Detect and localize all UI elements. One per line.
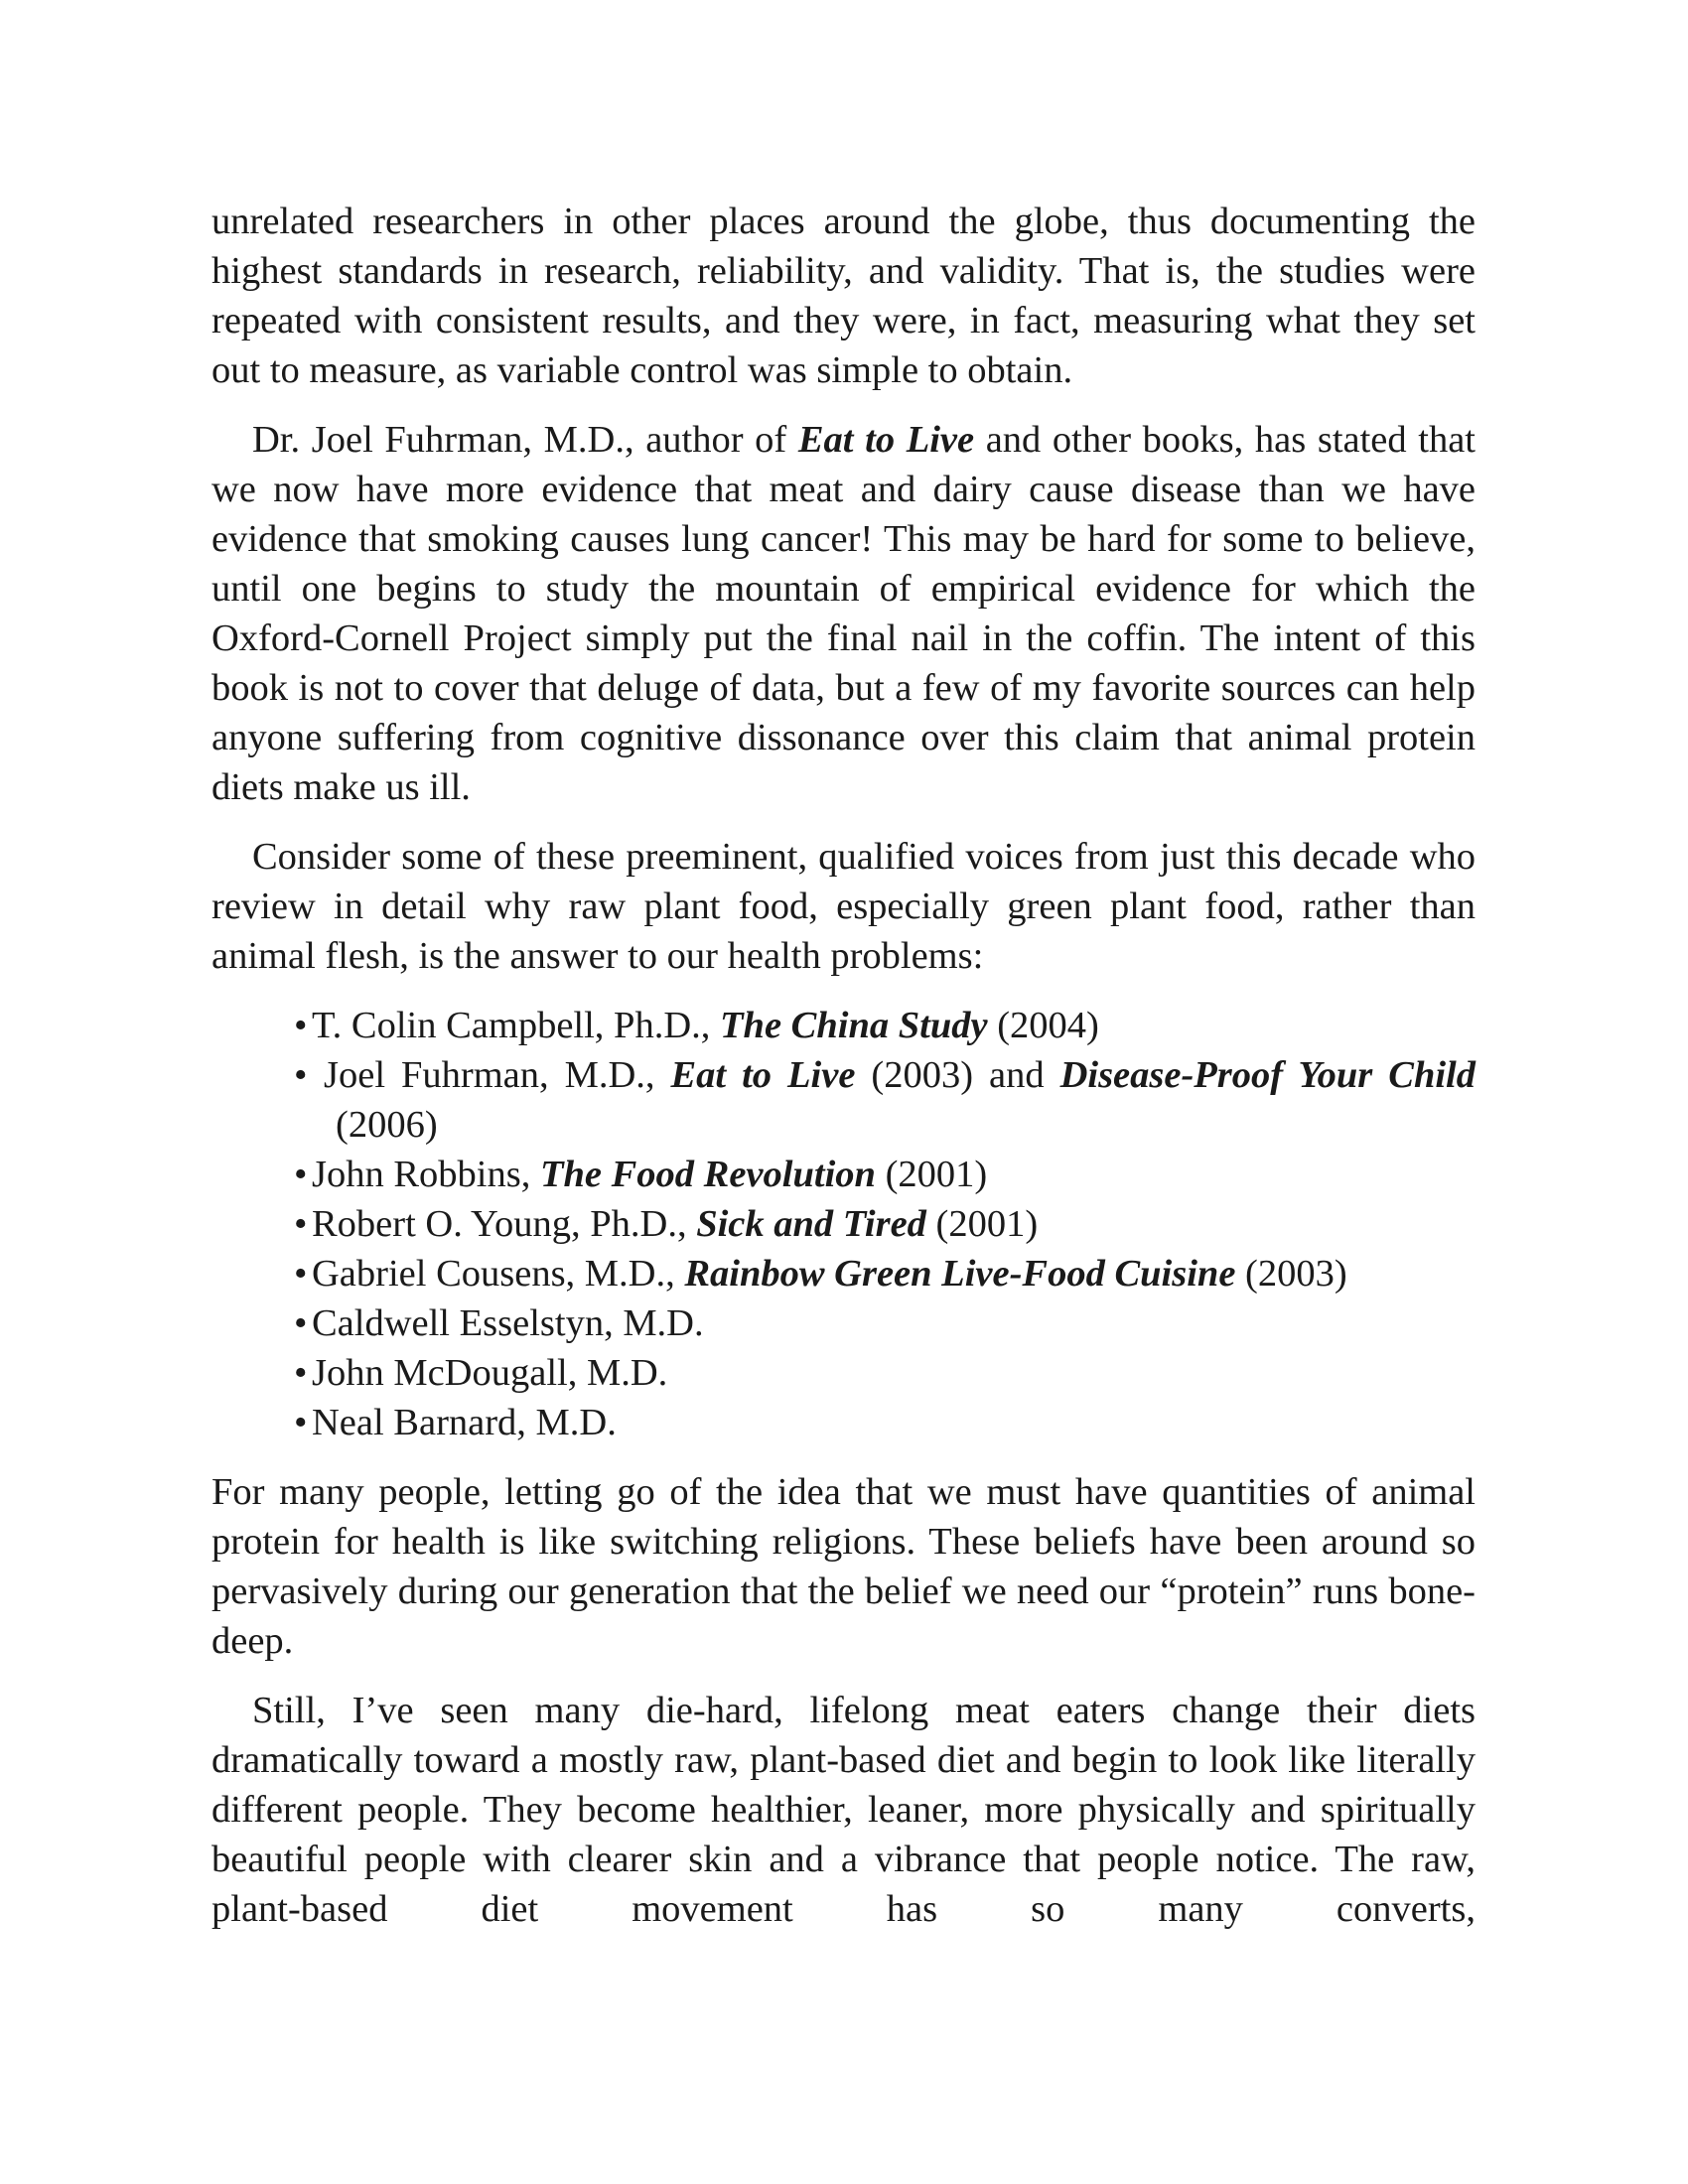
book-title: The China Study [720, 1005, 988, 1046]
book-title: Eat to Live [670, 1054, 856, 1096]
bullet-marker: • [294, 1402, 308, 1443]
list-item [294, 1199, 1476, 1249]
list-item [294, 1398, 1476, 1447]
text-run: Caldwell Esselstyn, M.D. [312, 1302, 704, 1344]
text-run: Still, I’ve seen many die-hard, lifelong meat eaters change their diets dramatically toward a mostly raw, plant-based diet and begin to look like literally different people. They become healthier, leaner, more physically and spiritually beautiful people with clearer skin and a vibrance that people notice. The raw, plant-based diet movement has so many converts, [211, 1690, 1476, 1930]
text-run: (2001) [925, 1203, 1039, 1245]
paragraphs-after-list [211, 1467, 1476, 1934]
text-run: (2006) [336, 1104, 438, 1146]
list-item [294, 1249, 1476, 1298]
book-title: Disease-Proof Your Child [1059, 1054, 1476, 1096]
text-run: Joel Fuhrman, M.D., [324, 1054, 671, 1096]
book-title: Sick and Tired [696, 1203, 926, 1245]
text-run: (2004) [987, 1005, 1099, 1046]
body-paragraph [211, 415, 1476, 812]
text-run: John Robbins, [312, 1154, 540, 1195]
body-paragraph [211, 1467, 1476, 1666]
text-run: and other books, has stated that we now have more evidence that meat and dairy cause disease than we have evidence that smoking causes lung cancer! This may be hard for some to believe, until one begins to study the mountain of empirical evidence for which the Oxford-Cornell Project simply put the final nail in the coffin. The intent of this book is not to cover that deluge of data, but a few of my favorite sources can help anyone suffering from cognitive dissonance over this claim that animal protein diets make us ill. [211, 419, 1476, 808]
list-item [294, 1298, 1476, 1348]
text-run: Neal Barnard, M.D. [312, 1402, 617, 1443]
bullet-marker: • [294, 1203, 308, 1245]
text-run: (2001) [875, 1154, 988, 1195]
book-page [211, 197, 1476, 1954]
list-item [294, 1348, 1476, 1398]
text-run: Dr. Joel Fuhrman, M.D., author of [252, 419, 798, 461]
book-title: The Food Revolution [539, 1154, 876, 1195]
text-run: (2003) and [855, 1054, 1060, 1096]
list-item [294, 1001, 1476, 1050]
text-run: John McDougall, M.D. [312, 1352, 668, 1394]
list-item [294, 1150, 1476, 1199]
bullet-marker: • [294, 1054, 308, 1096]
book-title: Rainbow Green Live-Food Cuisine [684, 1253, 1236, 1295]
text-run: unrelated researchers in other places around the globe, thus documenting the highest standards in research, reliability, and validity. That is, the studies were repeated with consistent results, and they were, in fact, measuring what they set out to measure, as variable control was simple to obtain. [211, 201, 1476, 391]
list-item [294, 1050, 1476, 1150]
text-run: Gabriel Cousens, M.D., [312, 1253, 685, 1295]
text-run: (2003) [1235, 1253, 1347, 1295]
book-title: Eat to Live [797, 419, 975, 461]
author-book-list [211, 1001, 1476, 1447]
bullet-marker: • [294, 1005, 308, 1046]
bullet-marker: • [294, 1154, 308, 1195]
paragraphs-before-list [211, 197, 1476, 981]
body-paragraph [211, 1686, 1476, 1934]
body-paragraph [211, 197, 1476, 395]
body-paragraph [211, 832, 1476, 981]
text-run: T. Colin Campbell, Ph.D., [312, 1005, 721, 1046]
bullet-marker: • [294, 1253, 308, 1295]
text-run: Consider some of these preeminent, qualified voices from just this decade who review in detail why raw plant food, especially green plant food, rather than animal flesh, is the answer to our health problems: [211, 836, 1476, 977]
text-run: Robert O. Young, Ph.D., [312, 1203, 697, 1245]
text-run: For many people, letting go of the idea that we must have quantities of animal protein for health is like switching religions. These beliefs have been around so pervasively during our generation that the belief we need our “protein” runs bone-deep. [211, 1471, 1476, 1662]
bullet-marker: • [294, 1352, 308, 1394]
bullet-marker: • [294, 1302, 308, 1344]
